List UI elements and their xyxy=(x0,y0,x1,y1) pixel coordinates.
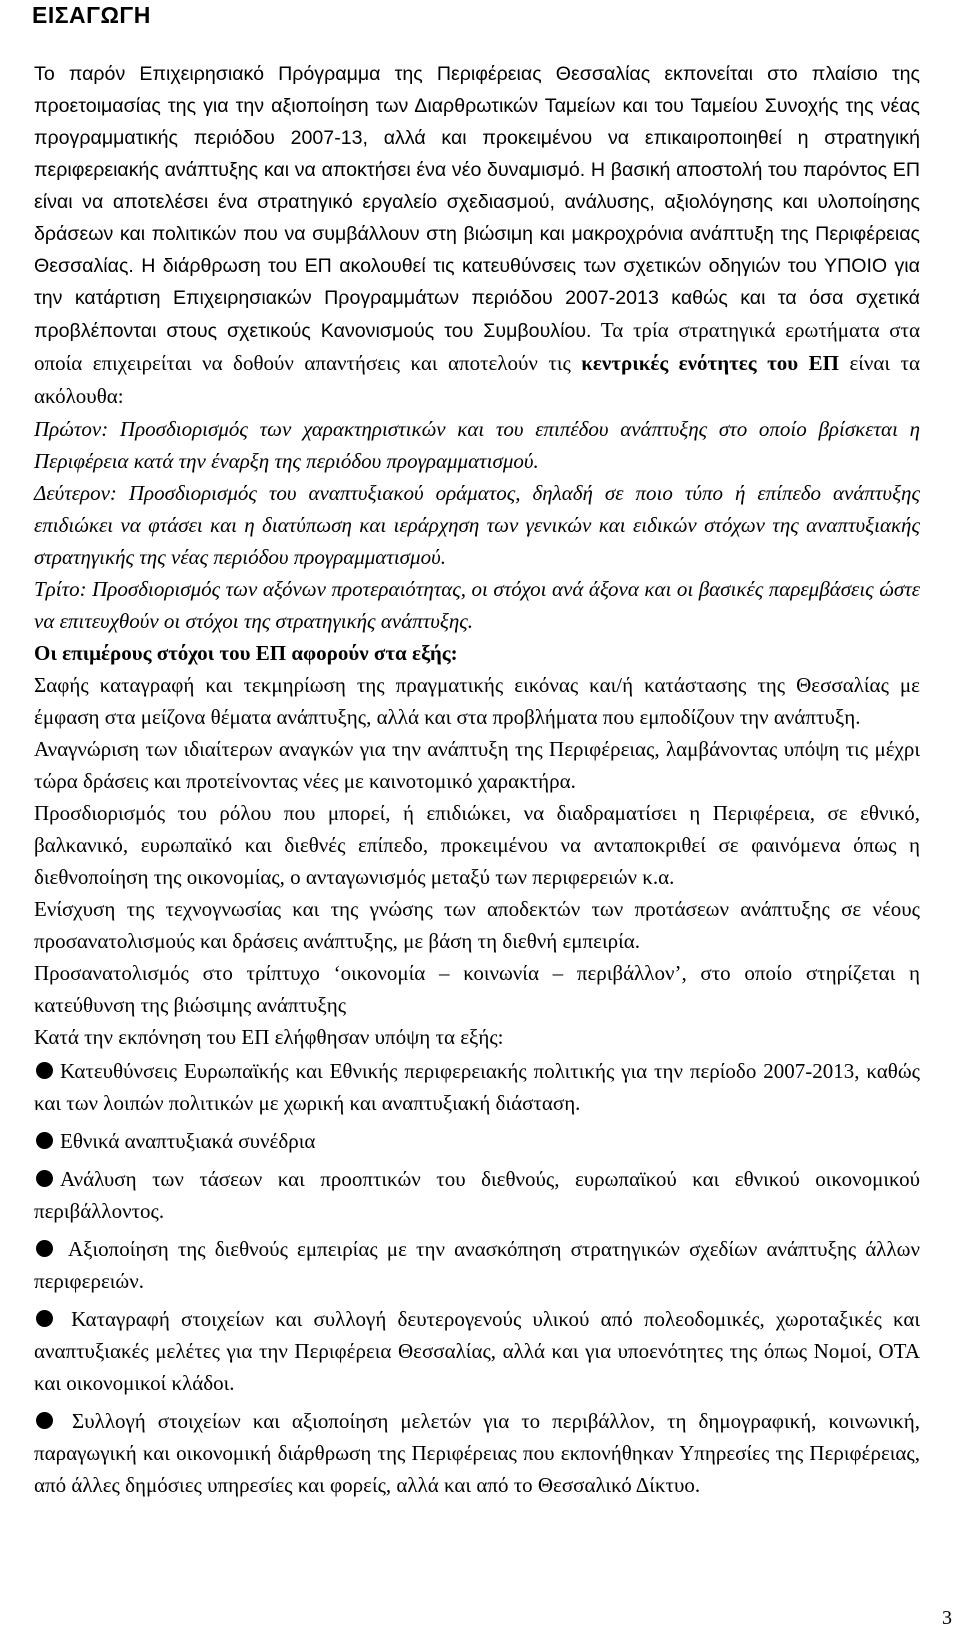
intro-text-4-post: είναι τα ακόλουθα: xyxy=(34,351,920,408)
document-page xyxy=(34,0,920,1501)
bullet-text: Ανάλυση των τάσεων και προοπτικών του διεθνούς, ευρωπαϊκού και εθνικού οικονομικού περιβάλλοντος. xyxy=(34,1167,920,1223)
objective-item: Ενίσχυση της τεχνογνωσίας και της γνώσης των αποδεκτών των προτάσεων ανάπτυξης σε νέους προσανατολισμούς και δράσεις ανάπτυξης, με βάση τη διεθνή εμπειρία. xyxy=(34,897,920,953)
bullet-text: Καταγραφή στοιχείων και συλλογή δευτερογενούς υλικού από πολεοδομικές, χωροταξικές και αναπτυξιακές μελέτες για την Περιφέρεια Θεσσαλίας, αλλά και για υποενότητες της όπως Νομοί, ΟΤΑ και οικονομικοί κλάδοι. xyxy=(34,1307,920,1395)
intro-text-1: Το παρόν Επιχειρησιακό Πρόγραμμα της Περιφέρειας Θεσσαλίας εκπονείται στο πλαίσιο της προετοιμασίας της για την αξιοποίηση των Διαρθρωτικών Ταμείων και του Ταμείου Συνοχής της νέας προγραμματικής περιόδου 2007-13, αλλά και προκειμένου να επικαιροποιηθεί η στρατηγική περιφερειακής ανάπτυξης και να αποκτήσει ένα νέο δυναμισμό. xyxy=(34,63,920,181)
objective-item: Προσδιορισμός του ρόλου που μπορεί, ή επιδιώκει, να διαδραματίσει η Περιφέρεια, σε εθνικό, βαλκανικό, ευρωπαϊκό και διεθνές επίπεδο, προκειμένου να ανταποκριθεί σε φαινόμενα όπως η διεθνοποίηση της οικονομίας, ο ανταγωνισμός μεταξύ των περιφερειών κ.α. xyxy=(34,801,920,889)
intro-text-3: Η διάρθρωση του ΕΠ ακολουθεί τις κατευθύνσεις των σχετικών οδηγιών του ΥΠΟΙΟ για την κατάρτιση Επιχειρησιακών Προγραμμάτων περιόδου 2007-2013 καθώς και τα όσα σχετικά προβλέπονται στους σχετικούς Κανονισμούς του Συμβουλίου. xyxy=(34,255,920,342)
objective-item: Σαφής καταγραφή και τεκμηρίωση της πραγματικής εικόνας και/ή κατάστασης της Θεσσαλίας με έμφαση στα μείζονα θέματα ανάπτυξης, αλλά και στα προβλήματα που εμποδίζουν την ανάπτυξη. xyxy=(34,673,920,729)
bullet-icon xyxy=(36,1310,53,1327)
bullet-icon xyxy=(36,1240,53,1257)
bullet-icon xyxy=(36,1170,53,1187)
objective-item: Αναγνώριση των ιδιαίτερων αναγκών για την ανάπτυξη της Περιφέρειας, λαμβάνοντας υπόψη τις μέχρι τώρα δράσεις και προτείνοντας νέες με καινοτομικό χαρακτήρα. xyxy=(34,737,920,793)
objectives-heading: Οι επιμέρους στόχοι του ΕΠ αφορούν στα εξής: xyxy=(34,641,458,665)
objective-item: Προσανατολισμός στο τρίπτυχο ‘οικονομία – κοινωνία – περιβάλλον’, στο οποίο στηρίζεται η κατεύθυνση της βιώσιμης ανάπτυξης xyxy=(34,961,920,1017)
bullet-item xyxy=(34,1055,920,1119)
bullet-item xyxy=(34,1303,920,1399)
bullet-item xyxy=(34,1125,920,1157)
bullet-text: Συλλογή στοιχείων και αξιοποίηση μελετών για το περιβάλλον, τη δημογραφική, κοινωνική, παραγωγική και οικονομική διάρθρωση της Περιφέρειας που εκπονήθηκαν Υπηρεσίες της Περιφέρειας, από άλλες δημόσιες υπηρεσίες και φορείς, αλλά και από το Θεσσαλικό Δίκτυο. xyxy=(34,1409,920,1497)
section-heading: ΕΙΣΑΓΩΓΗ xyxy=(32,2,151,28)
considered-heading: Κατά την εκπόνηση του ΕΠ ελήφθησαν υπόψη τα εξής: xyxy=(34,1025,504,1049)
bullet-item xyxy=(34,1233,920,1297)
bullet-item xyxy=(34,1163,920,1227)
bullet-text: Εθνικά αναπτυξιακά συνέδρια xyxy=(60,1129,316,1153)
intro-text-2: Η βασική αποστολή του παρόντος ΕΠ είναι να αποτελέσει ένα στρατηγικό εργαλείο σχεδιασμού, ανάλυσης, αξιολόγησης και υλοποίησης δράσεων και πολιτικών που να συμβάλλουν στη βιώσιμη και μακροχρόνια ανάπτυξη της Περιφέρειας Θεσσαλίας. xyxy=(34,159,920,277)
question-first: Πρώτον: Προσδιορισμός των χαρακτηριστικών και του επιπέδου ανάπτυξης στο οποίο βρίσκεται η Περιφέρεια κατά την έναρξη της περιόδου προγραμματισμού. xyxy=(34,417,920,473)
intro-paragraph xyxy=(34,58,920,413)
bullet-text: Αξιοποίηση της διεθνούς εμπειρίας με την ανασκόπηση στρατηγικών σχεδίων ανάπτυξης άλλων περιφερειών. xyxy=(34,1237,920,1293)
bullet-icon xyxy=(36,1132,53,1149)
central-units-emphasis: κεντρικές ενότητες του ΕΠ xyxy=(581,351,839,375)
bullet-icon xyxy=(36,1412,53,1429)
question-second: Δεύτερον: Προσδιορισμός του αναπτυξιακού οράματος, δηλαδή σε ποιο τύπο ή επίπεδο ανάπτυξης επιδιώκει να φτάσει και η διατύπωση και ιεράρχηση των γενικών και ειδικών στόχων της αναπτυξιακής στρατηγικής της νέας περιόδου προγραμματισμού. xyxy=(34,481,920,569)
bullet-text: Κατευθύνσεις Ευρωπαϊκής και Εθνικής περιφερειακής πολιτικής για την περίοδο 2007-2013, καθώς και των λοιπών πολιτικών με χωρική και αναπτυξιακή διάσταση. xyxy=(34,1059,920,1115)
page-number: 3 xyxy=(942,1607,952,1629)
bullet-icon xyxy=(36,1062,53,1079)
bullet-item xyxy=(34,1405,920,1501)
intro-text-4-pre: Τα τρία στρατηγικά ερωτήματα στα οποία επιχειρείται να δοθούν απαντήσεις και αποτελούν τις xyxy=(34,318,921,375)
question-third: Τρίτο: Προσδιορισμός των αξόνων προτεραιότητας, οι στόχοι ανά άξονα και οι βασικές παρεμβάσεις ώστε να επιτευχθούν οι στόχοι της στρατηγικής ανάπτυξης. xyxy=(34,577,920,633)
